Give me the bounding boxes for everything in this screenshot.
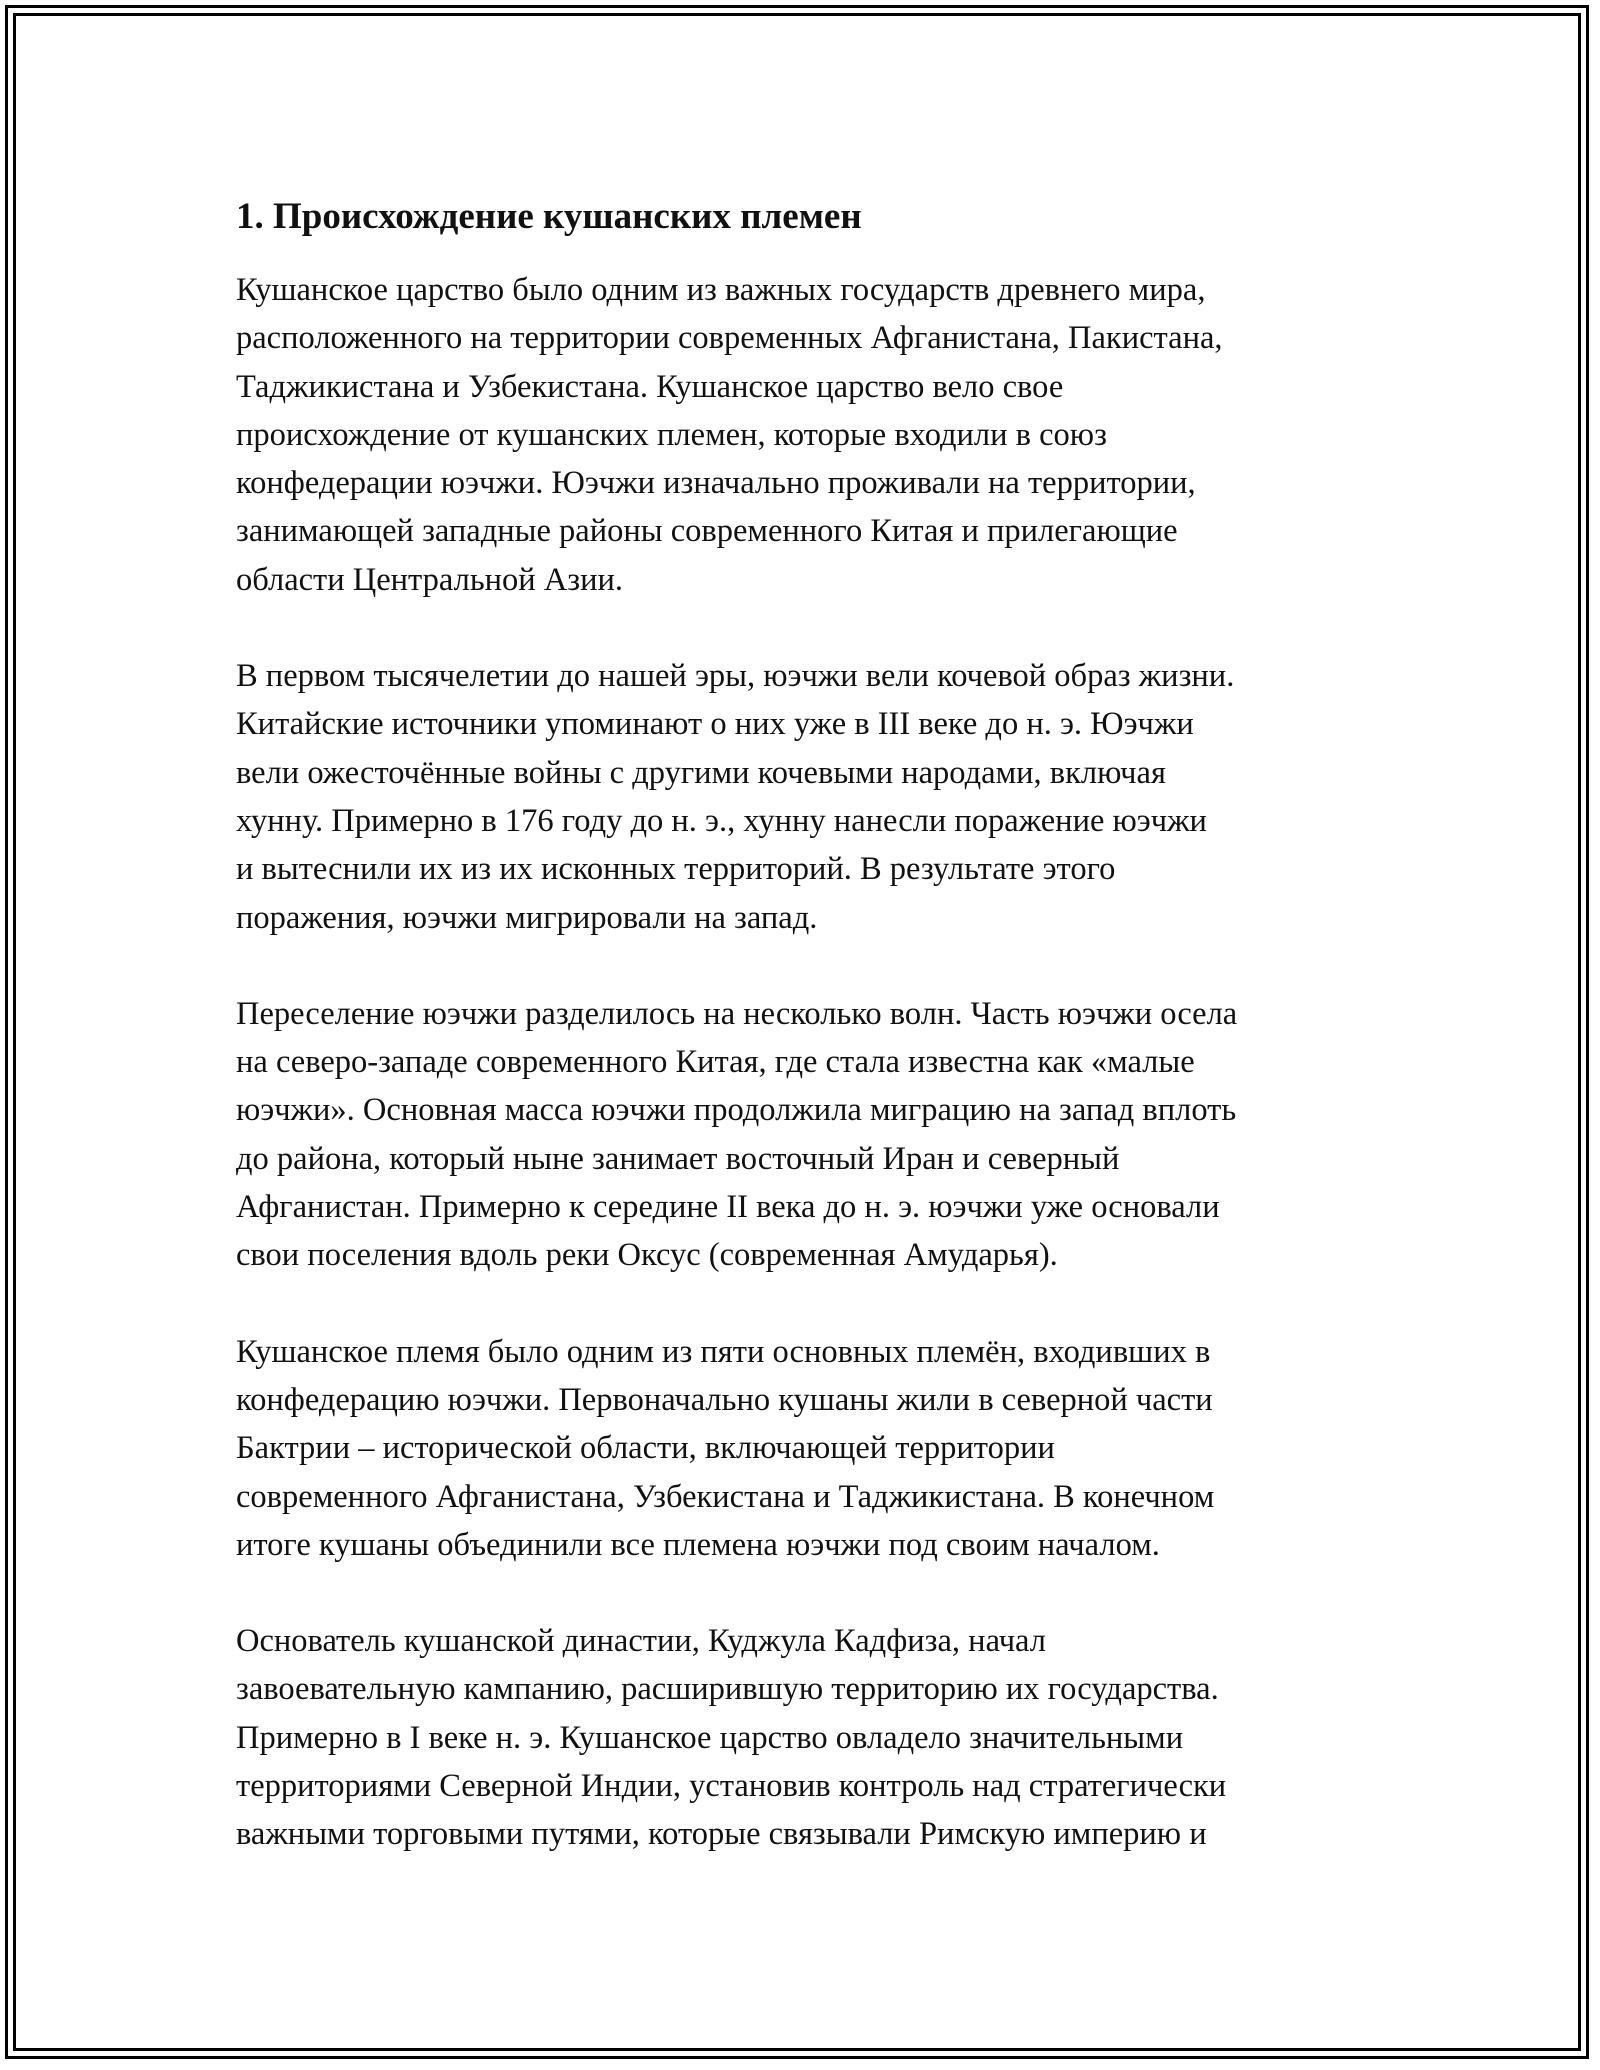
paragraph-line: территориями Северной Индии, установив контроль над стратегически	[236, 1768, 1227, 1805]
paragraph-line: конфедерацию юэчжи. Первоначально кушаны жили в северной части	[236, 1381, 1213, 1418]
paragraph-line: юэчжи». Основная масса юэчжи продолжила миграцию на запад вплоть	[236, 1092, 1237, 1129]
paragraph	[236, 1617, 1386, 1858]
paragraph-line: происхождение от кушанских племен, которые входили в союз	[236, 416, 1107, 453]
paragraph-line: хунну. Примерно в 176 году до н. э., хунну нанесли поражение юэчжи	[236, 802, 1207, 839]
paragraph-line: и вытеснили их из их исконных территорий. В результате этого	[236, 851, 1116, 888]
paragraph-line: Китайские источники упоминают о них уже в III веке до н. э. Юэчжи	[236, 706, 1194, 743]
paragraph-line: свои поселения вдоль реки Оксус (современная Амударья).	[236, 1237, 1058, 1274]
paragraph-line: области Центральной Азии.	[236, 561, 624, 598]
paragraph	[236, 990, 1386, 1280]
document-body	[236, 190, 1386, 1907]
paragraph-line: Примерно в I веке н. э. Кушанское царство овладело значительными	[236, 1719, 1184, 1756]
paragraph-line: Основатель кушанской династии, Куджула Кадфиза, начал	[236, 1623, 1046, 1660]
paragraph-line: вели ожесточённые войны с другими кочевыми народами, включая	[236, 754, 1166, 791]
paragraph-line: конфедерации юэчжи. Юэчжи изначально проживали на территории,	[236, 465, 1196, 502]
paragraph-line: современного Афганистана, Узбекистана и Таджикистана. В конечном	[236, 1478, 1215, 1515]
paragraph-line: Бактрии – исторической области, включающей территории	[236, 1430, 1055, 1467]
paragraph-line: итоге кушаны объединили все племена юэчжи под своим началом.	[236, 1526, 1160, 1563]
section-heading: 1. Происхождение кушанских племен	[236, 196, 862, 237]
paragraph-line: расположенного на территории современных Афганистана, Пакистана,	[236, 320, 1223, 357]
paragraph-list	[236, 266, 1386, 1859]
paragraph	[236, 266, 1386, 604]
paragraph-line: завоевательную кампанию, расширившую территорию их государства.	[236, 1671, 1219, 1708]
paragraph-line: Кушанское царство было одним из важных государств древнего мира,	[236, 272, 1206, 308]
paragraph-line: Кушанское племя было одним из пяти основных племён, входивших в	[236, 1333, 1211, 1370]
paragraph-line: важными торговыми путями, которые связывали Римскую империю и	[236, 1816, 1207, 1853]
paragraph-line: на северо-западе современного Китая, где стала известна как «малые	[236, 1044, 1195, 1081]
paragraph	[236, 1328, 1386, 1569]
paragraph-line: Таджикистана и Узбекистана. Кушанское царство вело свое	[236, 368, 1064, 405]
paragraph	[236, 652, 1386, 942]
paragraph-line: до района, который ныне занимает восточный Иран и северный	[236, 1140, 1120, 1177]
paragraph-line: Переселение юэчжи разделилось на несколько волн. Часть юэчжи осела	[236, 995, 1238, 1032]
paragraph-line: В первом тысячелетии до нашей эры, юэчжи вели кочевой образ жизни.	[236, 658, 1235, 695]
paragraph-line: занимающей западные районы современного Китая и прилегающие	[236, 513, 1178, 550]
paragraph-line: поражения, юэчжи мигрировали на запад.	[236, 899, 818, 936]
paragraph-line: Афганистан. Примерно к середине II века до н. э. юэчжи уже основали	[236, 1189, 1220, 1226]
